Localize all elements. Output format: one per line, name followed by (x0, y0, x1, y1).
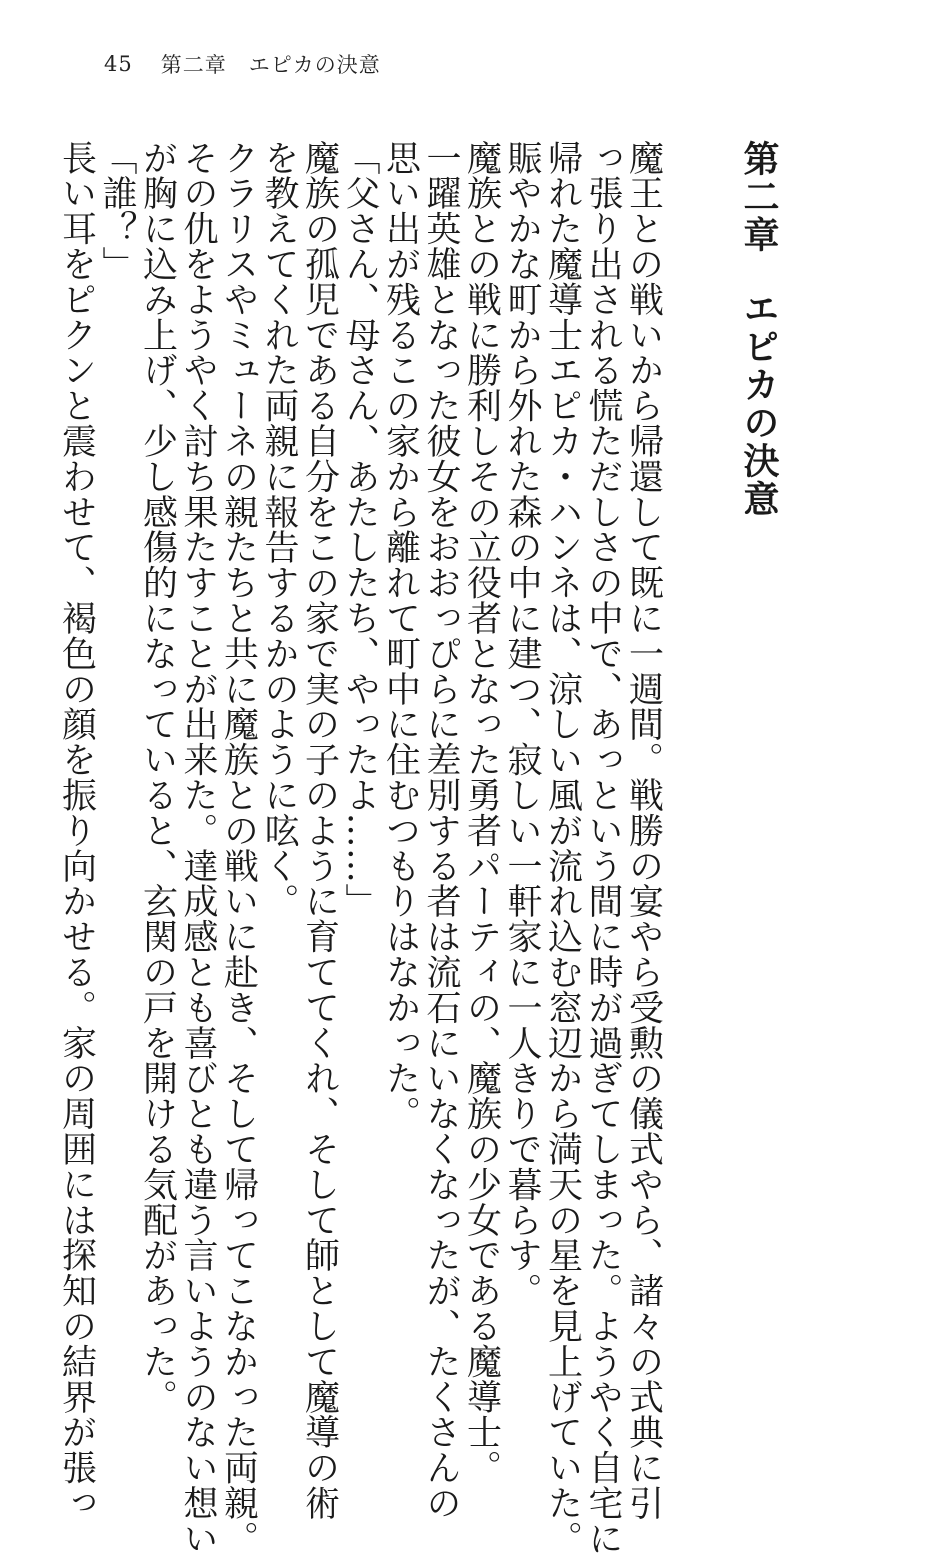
text-line: 魔王との戦いから帰還して既に一週間。戦勝の宴やら受勲の儀式やら、諸々の式典に引 (623, 140, 664, 1521)
page-number: 45 (104, 52, 133, 76)
chapter-label: 第二章 (738, 140, 779, 254)
running-title: 第二章 エピカの決意 (160, 53, 381, 77)
text-line: 一躍英雄となった彼女をおおっぴらに差別する者は流石にいなくなったが、たくさんの (421, 140, 461, 1521)
text-line: 魔族との戦に勝利しその立役者となった勇者パーティの、魔族の少女である魔導士。 (461, 140, 502, 1486)
text-line: が胸に込み上げ、少し感傷的になっていると、玄関の戸を開ける気配があった。 (137, 140, 178, 1415)
text-line: 帰れた魔導士エピカ・ハンネは、涼しい風が流れ込む窓辺から満天の星を見上げていた。 (542, 140, 583, 1556)
text-line: 「誰？」 (97, 140, 137, 282)
text-line: 魔族の孤児である自分をこの家で実の子のように育ててくれ、そして師として魔導の術 (299, 140, 340, 1521)
chapter-title: エピカの決意 (738, 290, 779, 518)
text-line: 長い耳をピクンと震わせて、褐色の顔を振り向かせる。家の周囲には探知の結界が張っ (56, 140, 97, 1521)
text-line: 賑やかな町から外れた森の中に建つ、寂しい一軒家に一人きりで暮らす。 (502, 140, 542, 1309)
text-line: クラリスやミューネの親たちと共に魔族との戦いに赴き、そして帰ってこなかった両親。 (218, 140, 259, 1556)
text-line: 思い出が残るこの家から離れて町中に住むつもりはなかった。 (380, 140, 421, 1132)
chapter-heading (738, 140, 779, 1290)
text-line: を教えてくれた両親に報告するかのように呟く。 (259, 140, 299, 919)
body-text (56, 140, 779, 1556)
text-line: 「父さん、母さん、あたしたち、やったよ……」 (340, 140, 380, 919)
text-line: その仇をようやく討ち果たすことが出来た。達成感とも喜びとも違う言いようのない想い (178, 140, 218, 1556)
text-line: っ張り出される慌ただしさの中で、あっという間に時が過ぎてしまった。ようやく自宅に (583, 140, 623, 1556)
running-header (104, 50, 381, 78)
